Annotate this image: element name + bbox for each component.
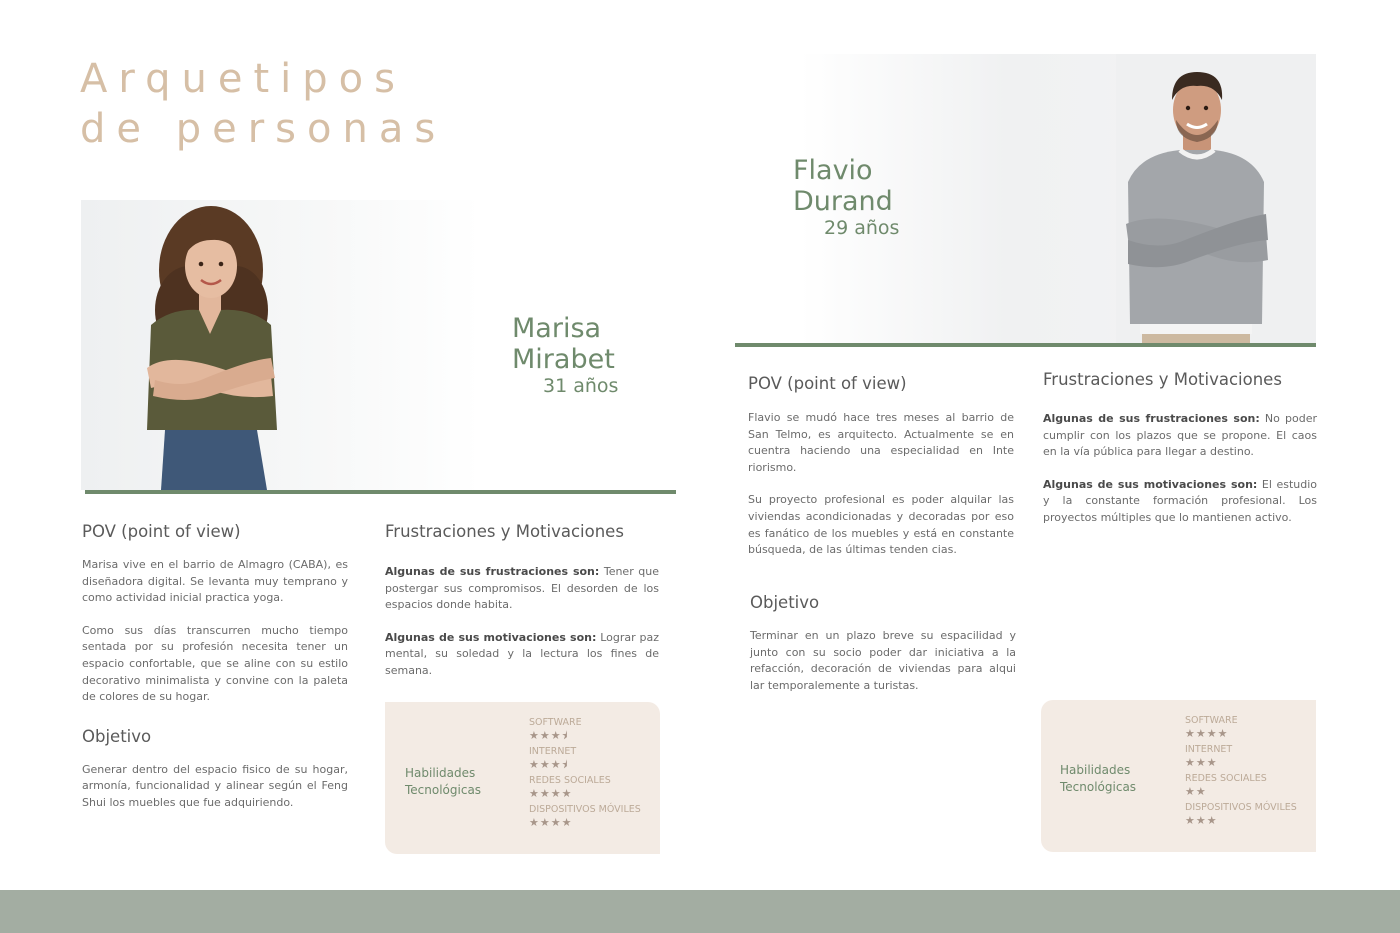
persona2-frustrations-text: No poder cumplir con los plazos que se propone. El caos en la vía pública para llegar a destino. [1043,412,1317,459]
persona2-skill-label: REDES SOCIALES [1185,773,1267,784]
persona1-skills-panel [385,702,660,854]
persona1-goal-text: Generar dentro del espacio fisico de su hogar, armonía, funcionalidad y alinear según el Feng Shui los muebles que fue adquiriendo. [82,762,348,809]
persona1-skill-stars: ★★★★ [529,787,573,800]
persona1-pov-paragraph-1: Marisa vive en el barrio de Almagro (CABA), es diseñadora digital. Se levanta muy temprano y como actividad inicial practica yoga. [82,558,348,605]
persona1-goal-heading: Objetivo [82,726,152,746]
persona2-skill-stars: ★★★★ [1185,727,1229,740]
persona1-motivations-label: Algunas de sus motivaciones son: [385,630,597,644]
persona1-age: 31 años [543,375,619,397]
persona2-skill-stars: ★★ [1185,785,1207,798]
persona2-skills-title [1060,762,1136,796]
persona1-motivations [385,630,659,680]
persona1-skill-label: SOFTWARE [529,717,582,728]
persona1-frustrations-text: Tener que postergar sus compromisos. El desorden de los espacios donde habita. [385,565,659,612]
persona2-pov-section [748,374,1014,559]
persona2-fm-heading: Frustraciones y Motivaciones [1043,370,1282,389]
persona1-skills-title [405,765,481,799]
persona2-last-name: Durand [793,186,893,217]
persona2-pov-paragraph-1: Flavio se mudó hace tres meses al barrio de San Telmo, es arquitecto. Actualmente se en cuentra haciendo una especialidad en Inte riorismo. [748,411,1014,474]
page-title-line1: Arquetipos [80,56,406,102]
persona1-skill-stars: ★★★★ [529,816,573,829]
persona1-frustrations-label: Algunas de sus frustraciones son: [385,565,600,578]
persona1-divider [85,490,676,494]
persona2-skills-title-line2: Tecnológicas [1060,780,1137,794]
persona2-skill-stars: ★★★ [1185,756,1218,769]
persona2-divider [735,343,1316,347]
persona2-goal-section [750,593,1016,694]
persona2-motivations-label: Algunas de sus motivaciones son: [1043,477,1258,491]
persona2-motivations-text: El estudio y la constante formación profesional. Los proyectos múltiples que lo mantienen activo. [1043,477,1317,524]
persona1-photo [81,200,481,490]
persona1-last-name: Mirabet [512,344,615,375]
persona1-skills-title-line2: Tecnológicas [405,783,482,797]
persona2-skills-list [1185,715,1297,827]
persona1-frustrations [385,564,659,614]
persona2-frustrations [1043,411,1317,461]
page-title-line2: de personas [80,106,447,152]
persona1-skill-stars: ★★★⯨ [529,729,569,742]
persona1-motivations-text: Lograr paz mental, su soledad y la lectura los fines de semana. [385,630,659,677]
persona2-skills-panel [1041,700,1316,852]
persona1-first-name: Marisa [512,313,602,344]
persona2-skills-title-line1: Habilidades [1060,763,1131,777]
persona1-pov-section [82,522,348,812]
persona2-skill-stars: ★★★ [1185,814,1218,827]
woman-portrait-illustration [81,200,481,490]
persona1-fm-section [385,522,659,680]
persona2-pov-paragraph-2: Su proyecto profesional es poder alquilar las viviendas acondicionadas y decoradas por eso es fanático de los muebles y está en constante búsqueda, de las últimas tenden cias. [748,493,1014,557]
persona2-fm-section [1043,370,1317,527]
persona1-name-block [512,313,618,397]
footer-band [0,890,1400,933]
persona1-skills-list [529,717,641,829]
persona1-skill-label: REDES SOCIALES [529,775,611,786]
persona1-skill-stars: ★★★⯨ [529,758,569,771]
persona1-pov-heading: POV (point of view) [82,522,241,541]
persona2-goal-text: Terminar en un plazo breve su espacilidad y junto con su socio poder dar iniciativa a la refacción, decoración de viviendas para alqui lar temporalemente a turistas. [750,629,1016,692]
persona1-skill-label: INTERNET [529,746,577,757]
persona2-skill-label: DISPOSITIVOS MÓVILES [1185,802,1297,813]
persona2-skill-label: SOFTWARE [1185,715,1238,726]
persona2-age: 29 años [824,217,900,239]
persona1-fm-heading: Frustraciones y Motivaciones [385,522,624,541]
persona2-skill-label: INTERNET [1185,744,1233,755]
persona2-frustrations-label: Algunas de sus frustraciones son: [1043,412,1260,425]
persona2-first-name: Flavio [793,155,873,186]
persona1-pov-paragraph-2: Como sus días transcurren mucho tiempo sentada por su profesión necesita tener un espacio confortable, que se aline con su estilo decorativo minimalista y convine con la paleta de colores de su hogar. [82,623,348,704]
persona1-skills-title-line1: Habilidades [405,766,476,780]
page-title [80,54,446,154]
persona2-pov-heading: POV (point of view) [748,374,907,393]
persona2-motivations [1043,477,1317,527]
persona2-goal-heading: Objetivo [750,593,820,612]
persona1-skill-label: DISPOSITIVOS MÓVILES [529,804,641,815]
persona2-name-block [793,155,899,239]
